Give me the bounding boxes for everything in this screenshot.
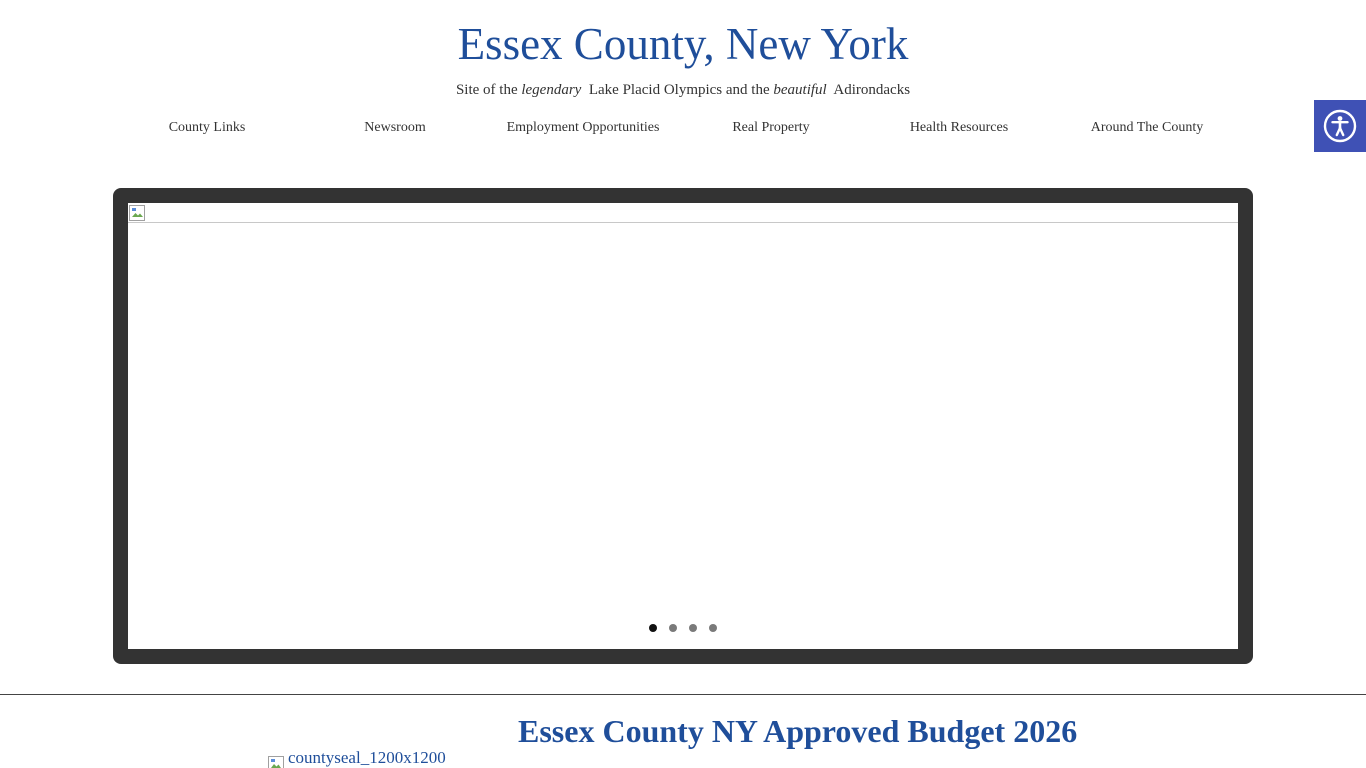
section-divider [0, 694, 1366, 695]
tagline-part-1: Site of the [455, 82, 522, 98]
nav-item-employment-opportunities[interactable]: Employment Opportunities [506, 120, 660, 135]
nav-item-newsroom[interactable]: Newsroom [364, 120, 426, 135]
nav-item-county-links[interactable]: County Links [168, 120, 246, 135]
tagline-part-2: Lake Placid Olympics and the [581, 82, 774, 98]
slider-dot-4[interactable] [709, 624, 717, 632]
slider-dot-3[interactable] [689, 624, 697, 632]
main-navigation [113, 118, 1241, 140]
tagline-emphasis-legendary: legendary [521, 82, 582, 98]
broken-image-icon [129, 205, 146, 222]
accessibility-toolbar-button[interactable] [1314, 100, 1366, 152]
nav-item-around-the-county[interactable]: Around The County [1090, 120, 1204, 135]
site-title[interactable]: Essex County, New York [457, 19, 909, 69]
county-seal-image-link[interactable] [268, 748, 446, 768]
tagline-part-3: Adirondacks [826, 82, 911, 98]
broken-image-icon [268, 756, 284, 768]
county-seal-alt-text: countyseal_1200x1200 [288, 748, 446, 767]
nav-item-health-resources[interactable]: Health Resources [909, 120, 1009, 135]
budget-heading[interactable]: Essex County NY Approved Budget 2026 [518, 713, 1078, 749]
slide-image[interactable] [128, 203, 1238, 223]
slider-pagination [128, 624, 1238, 634]
nav-item-real-property[interactable]: Real Property [732, 120, 810, 135]
tagline-emphasis-beautiful: beautiful [773, 82, 827, 98]
site-tagline [0, 80, 1366, 100]
slider-viewport [128, 203, 1238, 649]
image-slider [113, 188, 1253, 664]
slider-dot-2[interactable] [669, 624, 677, 632]
accessibility-icon [1322, 108, 1358, 144]
slider-dot-1[interactable] [649, 624, 657, 632]
